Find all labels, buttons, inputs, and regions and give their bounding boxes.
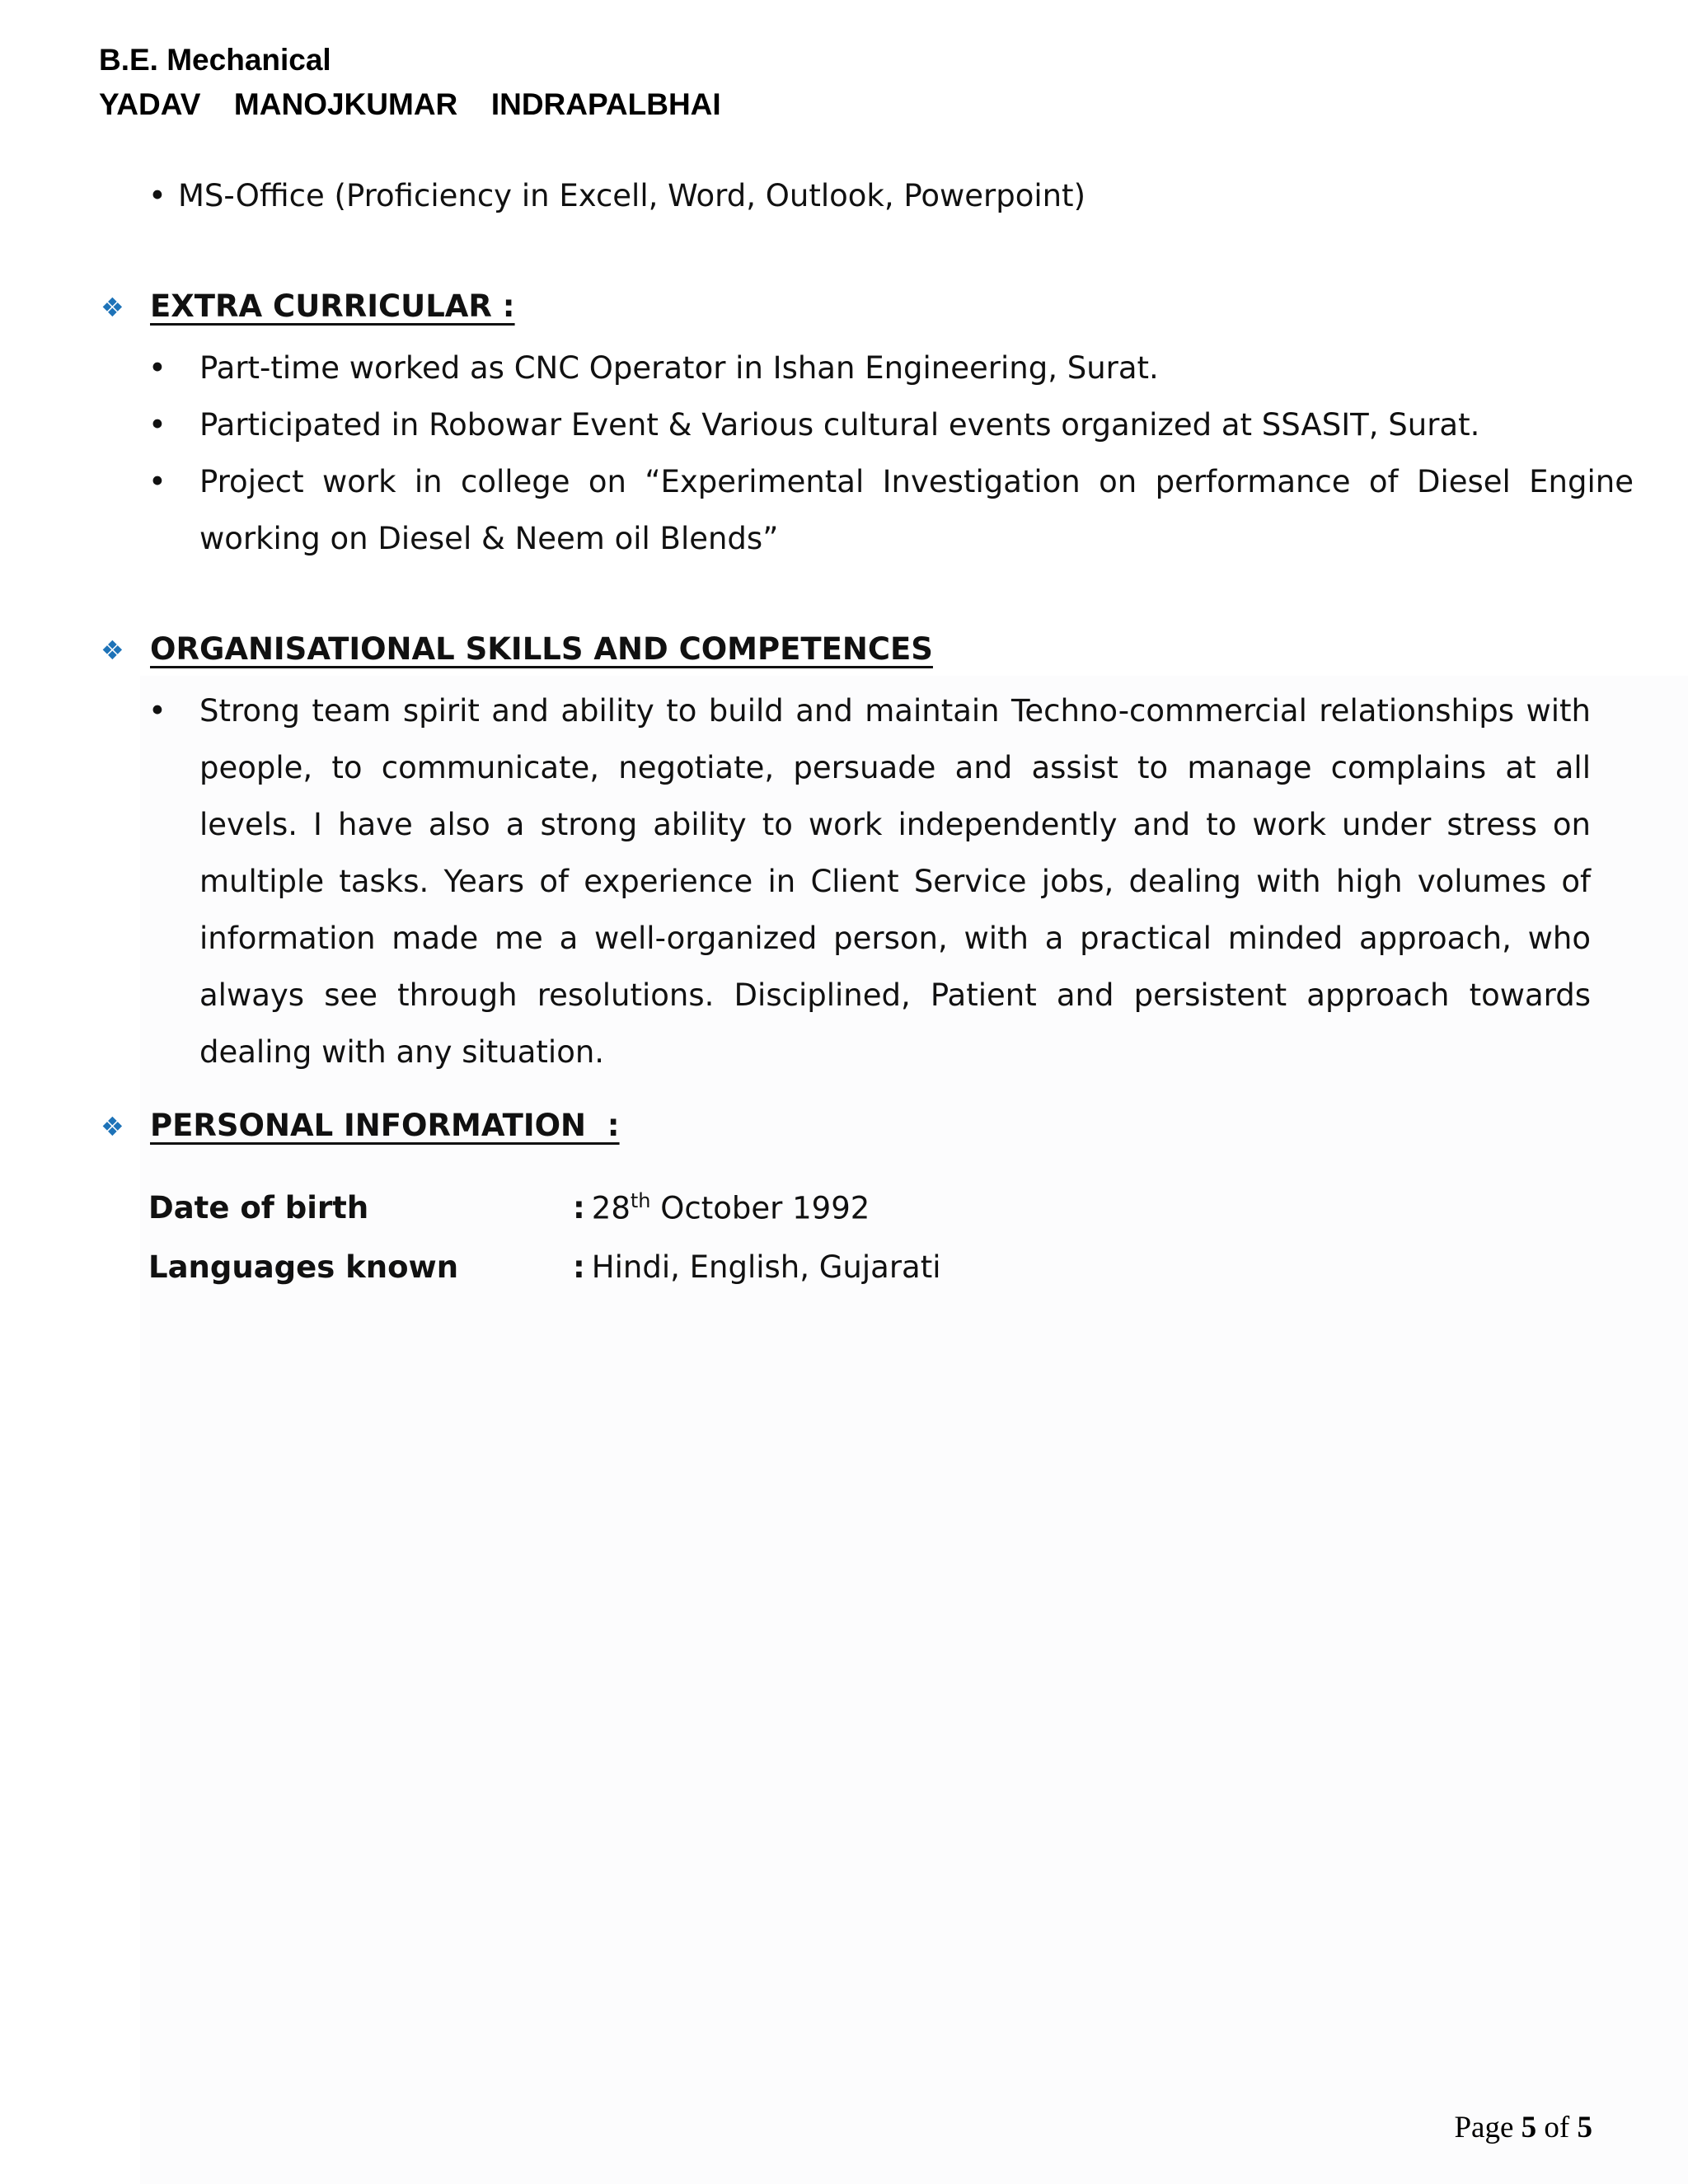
resume-header [99,38,721,127]
languages-row [148,1243,941,1292]
bullet-dot: • [148,693,166,729]
current-page-number: 5 [1521,2111,1537,2144]
bullet-dot: • [148,464,166,499]
bullet-dot: • [148,350,166,386]
of-word: of [1544,2111,1570,2144]
personal-information-heading [101,1101,620,1151]
diamond-bullet-icon: ❖ [101,292,124,323]
organisational-skills-heading [101,625,933,675]
languages-value: Hindi, English, Gujarati [591,1249,941,1285]
separator: : [573,1190,585,1226]
bullet-dot: • [148,178,166,213]
section-title: EXTRA CURRICULAR : [150,288,515,324]
list-item: • Project work in college on “Experimental Investigation on performance of Diesel Engine working on Diesel & Neem oil Blends” [148,453,1634,567]
list-item: • Strong team spirit and ability to build and maintain Techno-commercial relationships with people, to communicate, negotiate, persuade and assist to manage complains at all levels. I have also a strong ability to work independently and to work under stress on multiple tasks. Years of experience in Client Service jobs, dealing with high volumes of information made me a well-organized person, with a practical minded approach, who always see through resolutions. Disciplined, Patient and persistent approach towards dealing with any situation. [148,682,1591,1080]
ms-office-skill: MS-Office (Proficiency in Excell, Word, Outlook, Powerpoint) [178,178,1086,213]
section-title: PERSONAL INFORMATION : [150,1108,620,1143]
page-number-footer [1454,2107,1592,2149]
degree-title: B.E. Mechanical [99,43,331,77]
dob-day: 28 [591,1190,631,1226]
diamond-bullet-icon: ❖ [101,635,124,666]
list-item: • Participated in Robowar Event & Various cultural events organized at SSASIT, Surat. [148,396,1591,453]
dob-label: Date of birth [148,1190,369,1226]
dob-suffix: th [630,1189,651,1212]
date-of-birth-row [148,1176,870,1233]
total-pages-number: 5 [1577,2111,1592,2144]
diamond-bullet-icon: ❖ [101,1111,124,1142]
page-word: Page [1454,2111,1514,2144]
extra-curricular-list [148,340,1634,567]
languages-label: Languages known [148,1249,459,1285]
extra-curricular-heading [101,282,515,332]
list-item: • Part-time worked as CNC Operator in Ishan Engineering, Surat. [148,340,1591,396]
candidate-name: YADAV MANOJKUMAR INDRAPALBHAI [99,87,721,121]
skills-continued-item [148,171,1085,221]
separator: : [573,1249,585,1285]
dob-rest: October 1992 [650,1190,870,1226]
section-title: ORGANISATIONAL SKILLS AND COMPETENCES [150,631,933,667]
organisational-skills-list [148,682,1591,1080]
bullet-dot: • [148,407,166,443]
